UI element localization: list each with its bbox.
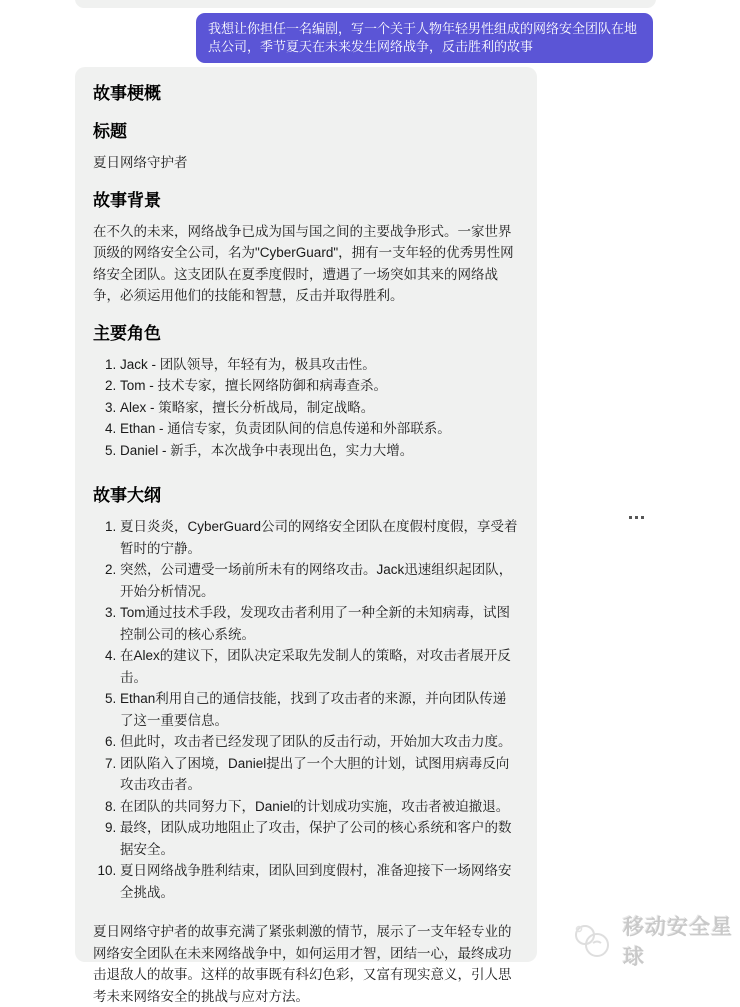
character-item: 2. Tom - 技术专家，擅长网络防御和病毒查杀。 (120, 375, 519, 397)
title-heading: 标题 (93, 122, 127, 141)
outline-item: 2. 突然，公司遭受一场前所未有的网络攻击。Jack迅速组织起团队，开始分析情况。 (120, 559, 519, 602)
ellipsis-icon (629, 516, 632, 519)
ellipsis-icon (635, 516, 638, 519)
assistant-response-card (75, 67, 537, 1004)
characters-heading: 主要角色 (93, 323, 161, 343)
outline-item: 4. 在Alex的建议下，团队决定采取先发制人的策略，对攻击者展开反击。 (120, 645, 519, 688)
more-options-button[interactable] (627, 514, 646, 521)
user-message-bubble (196, 13, 653, 63)
outline-item: 3. Tom通过技术手段，发现攻击者利用了一种全新的未知病毒，试图控制公司的核心系统。 (120, 602, 519, 645)
background-text: 在不久的未来，网络战争已成为国与国之间的主要战争形式。一家世界顶级的网络安全公司，名为"CyberGuard"，拥有一支年轻的优秀男性网络安全团队。这支团队在夏季度假时，遭遇了一场突如其来的网络战争，必须运用他们的技能和智慧，反击并取得胜利。 (93, 223, 514, 303)
outline-heading: 故事大纲 (93, 486, 161, 505)
outline-item: 9. 最终，团队成功地阻止了攻击，保护了公司的核心系统和客户的数据安全。 (120, 817, 519, 860)
character-item: 4. Ethan - 通信专家，负责团队间的信息传递和外部联系。 (120, 418, 519, 440)
outline-item: 5. Ethan利用自己的通信技能，找到了攻击者的来源，并向团队传递了这一重要信息。 (120, 688, 519, 731)
user-message-text: 我想让你担任一名编剧，写一个关于人物年轻男性组成的网络安全团队在地点公司，季节夏天在未来发生网络战争，反击胜利的故事 (208, 21, 638, 54)
outline-item: 6. 但此时，攻击者已经发现了团队的反击行动，开始加大攻击力度。 (120, 731, 519, 753)
watermark-logo-icon (571, 921, 617, 961)
outline-item: 10. 夏日网络战争胜利结束，团队回到度假村，准备迎接下一场网络安全挑战。 (120, 860, 519, 903)
characters-list (93, 354, 519, 462)
story-title-value: 夏日网络守护者 (93, 155, 188, 170)
watermark-text: 移动安全星球 (623, 916, 733, 969)
previous-card-remnant (75, 0, 656, 8)
outline-list (93, 516, 519, 903)
closing-text: 夏日网络守护者的故事充满了紧张刺激的情节，展示了一支年轻专业的网络安全团队在未来网络战争中，如何运用才智，团结一心，最终成功击退敌人的故事。这样的故事既有科幻色彩，又富有现实意义，引人思考未来网络安全的挑战与应对方法。 (93, 924, 512, 1004)
outline-item: 7. 团队陷入了困境，Daniel提出了一个大胆的计划，试图用病毒反向攻击攻击者。 (120, 753, 519, 796)
background-heading: 故事背景 (93, 190, 161, 210)
character-item: 3. Alex - 策略家，擅长分析战局，制定战略。 (120, 397, 519, 419)
watermark (571, 911, 740, 971)
ellipsis-icon (641, 516, 644, 519)
character-item: 1. Jack - 团队领导，年轻有为，极具攻击性。 (120, 354, 519, 376)
outline-item: 8. 在团队的共同努力下，Daniel的计划成功实施，攻击者被迫撤退。 (120, 796, 519, 818)
character-item: 5. Daniel - 新手，本次战争中表现出色，实力大增。 (120, 440, 519, 462)
outline-item: 1. 夏日炎炎，CyberGuard公司的网络安全团队在度假村度假，享受着暂时的宁静。 (120, 516, 519, 559)
synopsis-heading: 故事梗概 (93, 84, 161, 103)
